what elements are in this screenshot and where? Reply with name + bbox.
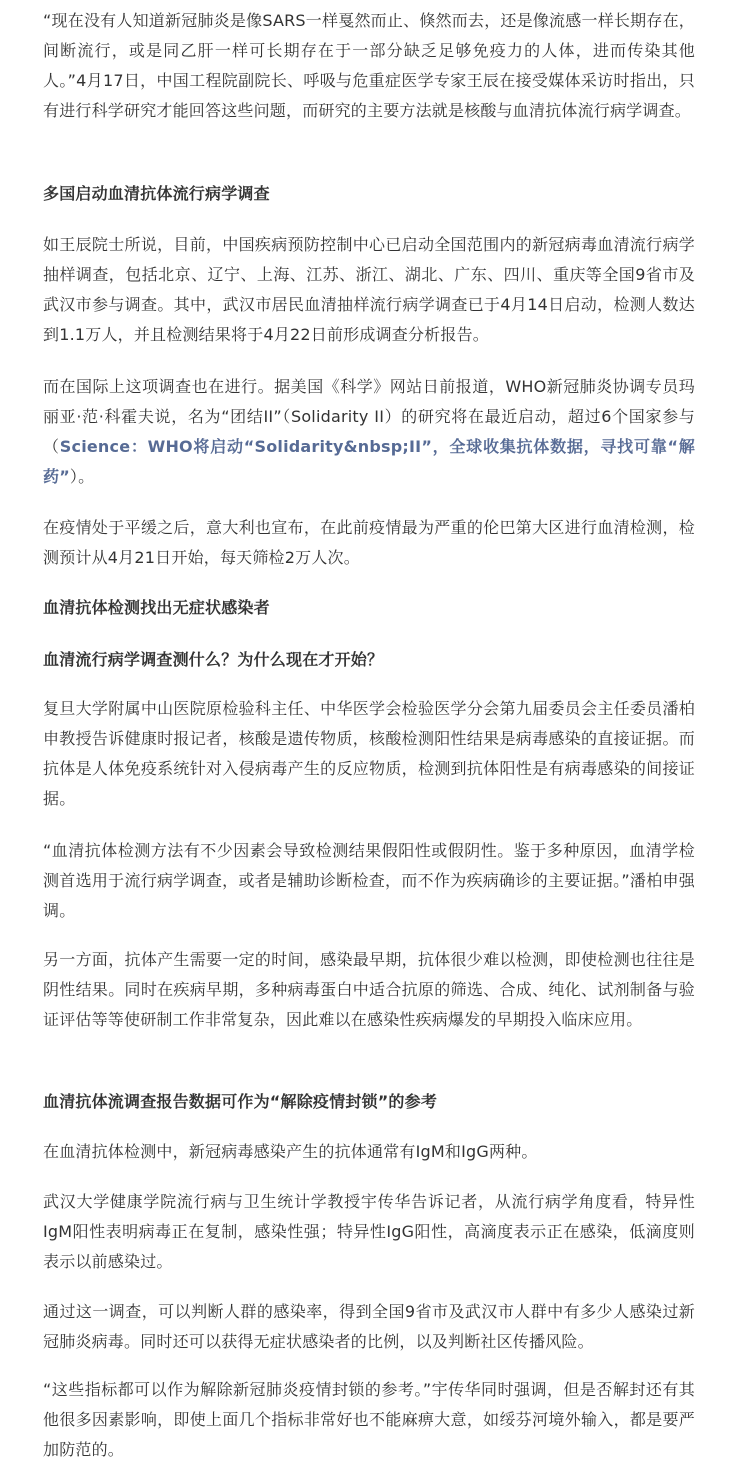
paragraph-international-survey: [43, 372, 695, 492]
paragraph-yu-chuanhua-explanation: 武汉大学健康学院流行病与卫生统计学教授宇传华告诉记者，从流行病学角度看，特异性IgM阳性表明病毒正在复制，感染性强；特异性IgG阳性，高滴度表示正在感染，低滴度则表示以前感染过。: [43, 1192, 695, 1271]
paragraph-igm-igg: 在血清抗体检测中，新冠病毒感染产生的抗体通常有IgM和IgG两种。: [43, 1142, 538, 1161]
paragraph-pan-baishen-quote: “血清抗体检测方法有不少因素会导致检测结果假阳性或假阴性。鉴于多种原因，血清学检测首选用于流行病学调查，或者是辅助诊断检查，而不作为疾病确诊的主要证据。”潘柏申强调。: [43, 841, 695, 920]
paragraph-international-closing: ）。: [69, 467, 95, 486]
paragraph-closing-quote: “这些指标都可以作为解除新冠肺炎疫情封锁的参考。”宇传华同时强调，但是否解封还有其他很多因素影响，即使上面几个指标非常好也不能麻痹大意，如绥芬河境外输入，都是要严加防范的。: [43, 1380, 695, 1459]
paragraph-international-text: 而在国际上这项调查也在进行。据美国《科学》网站日前报道，WHO新冠肺炎协调专员玛丽亚·范·科霍夫说，名为“团结II”（Solidarity II）的研究将在最近启动，超过6个国家参与（: [43, 377, 695, 456]
related-article-link[interactable]: Science：WHO将启动“Solidarity&nbsp;II”，全球收集抗体数据，寻找可靠“解药”: [43, 437, 695, 486]
paragraph-antibody-timing: 另一方面，抗体产生需要一定的时间，感染最早期，抗体很少难以检测，即使检测也往往是阴性结果。同时在疾病早期，多种病毒蛋白中适合抗原的筛选、合成、纯化、试剂制备与验证评估等等使研制工作非常复杂，因此难以在感染性疾病爆发的早期投入临床应用。: [43, 950, 695, 1029]
paragraph-survey-purpose: 通过这一调查，可以判断人群的感染率，得到全国9省市及武汉市人群中有多少人感染过新冠肺炎病毒。同时还可以获得无症状感染者的比例，以及判断社区传播风险。: [43, 1302, 695, 1351]
paragraph-intro-quote: “现在没有人知道新冠肺炎是像SARS一样戛然而止、倏然而去，还是像流感一样长期存在，间断流行，或是同乙肝一样可长期存在于一部分缺乏足够免疫力的人体，进而传染其他人。”4月17日，中国工程院副院长、呼吸与危重症医学专家王辰在接受媒体采访时指出，只有进行科学研究才能回答这些问题，而研究的主要方法就是核酸与血清抗体流行病学调查。: [43, 11, 695, 120]
section-heading-serological-surveys: 多国启动血清抗体流行病学调查: [43, 184, 270, 203]
paragraph-pan-baishen-explanation: 复旦大学附属中山医院原检验科主任、中华医学会检验医学分会第九届委员会主任委员潘柏申教授告诉健康时报记者，核酸是遗传物质，核酸检测阳性结果是病毒感染的直接证据。而抗体是人体免疫系统针对入侵病毒产生的反应物质，检测到抗体阳性是有病毒感染的间接证据。: [43, 699, 695, 808]
subheading-what-is-tested: 血清流行病学调查测什么？为什么现在才开始？: [43, 650, 384, 669]
paragraph-italy-testing: 在疫情处于平缓之后，意大利也宣布，在此前疫情最为严重的伦巴第大区进行血清检测，检测预计从4月21日开始，每天筛检2万人次。: [43, 518, 695, 567]
paragraph-china-cdc-survey: 如王辰院士所说，目前，中国疾病预防控制中心已启动全国范围内的新冠病毒血清流行病学抽样调查，包括北京、辽宁、上海、江苏、浙江、湖北、广东、四川、重庆等全国9省市及武汉市参与调查。其中，武汉市居民血清抽样流行病学调查已于4月14日启动，检测人数达到1.1万人，并且检测结果将于4月22日前形成调查分析报告。: [43, 235, 695, 344]
section-heading-lockdown-reference: 血清抗体流调查报告数据可作为“解除疫情封锁”的参考: [43, 1092, 438, 1111]
section-heading-asymptomatic: 血清抗体检测找出无症状感染者: [43, 598, 270, 617]
